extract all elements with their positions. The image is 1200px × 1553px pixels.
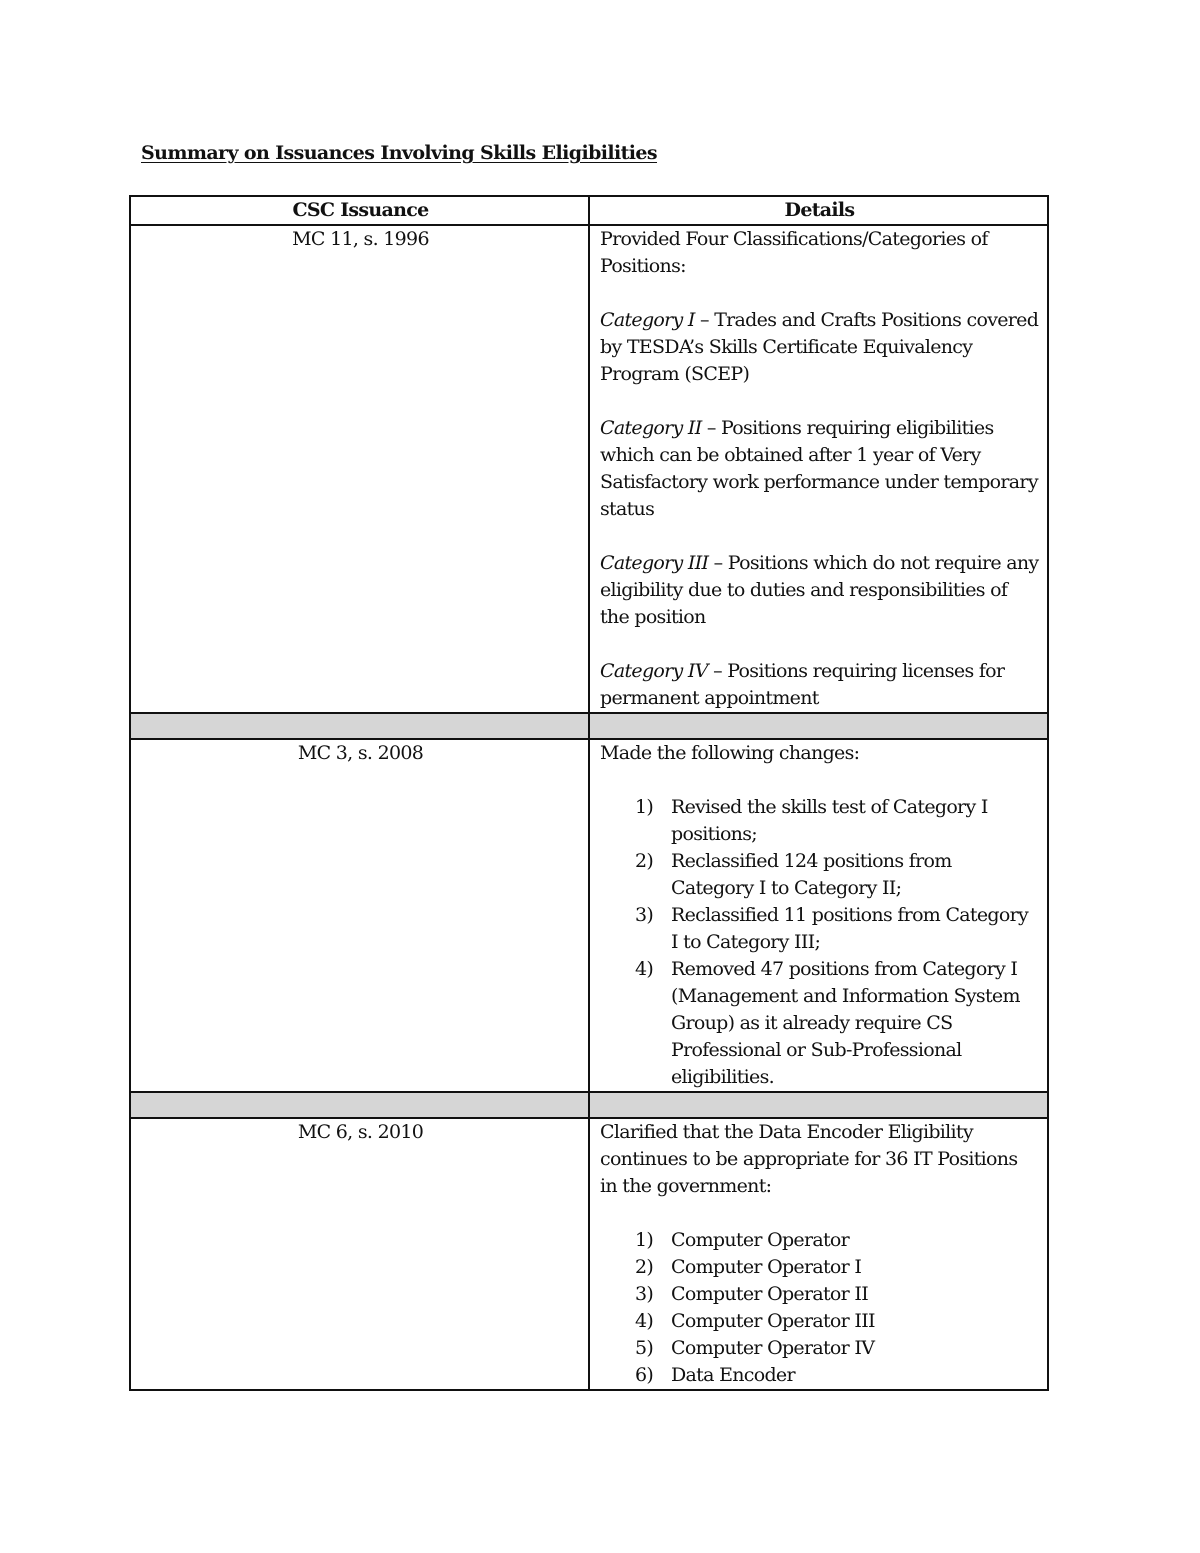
list-item-text: Revised the skills test of Category I positions; bbox=[671, 796, 988, 845]
list-number: 4) bbox=[635, 1310, 654, 1332]
category-label: Category IV bbox=[600, 660, 708, 682]
list-number: 2) bbox=[635, 1256, 654, 1278]
spacer-cell bbox=[589, 1092, 1048, 1118]
table-row bbox=[130, 739, 1048, 1092]
details-cell bbox=[589, 1118, 1048, 1390]
details-cell bbox=[589, 739, 1048, 1092]
details-cell bbox=[589, 225, 1048, 713]
list-item bbox=[600, 1308, 1039, 1335]
list-item-text: Computer Operator IV bbox=[671, 1337, 875, 1359]
category-text: – Positions requiring licenses for permanent appointment bbox=[600, 660, 1005, 709]
list-number: 3) bbox=[635, 904, 654, 926]
issuance-cell: MC 6, s. 2010 bbox=[130, 1118, 589, 1390]
category-text: – Positions which do not require any eligibility due to duties and responsibilities of the position bbox=[600, 552, 1039, 628]
list-item-text: Computer Operator bbox=[671, 1229, 850, 1251]
changes-list bbox=[600, 794, 1039, 1091]
page-title: Summary on Issuances Involving Skills Eligibilities bbox=[141, 142, 658, 164]
list-item bbox=[600, 794, 1039, 848]
list-number: 4) bbox=[635, 958, 654, 980]
spacer-cell bbox=[130, 1092, 589, 1118]
category-label: Category I bbox=[600, 309, 695, 331]
table-row bbox=[130, 1118, 1048, 1390]
list-number: 2) bbox=[635, 850, 654, 872]
category-entry bbox=[600, 307, 1039, 388]
issuance-cell: MC 11, s. 1996 bbox=[130, 225, 589, 713]
list-number: 6) bbox=[635, 1364, 654, 1386]
spacer-row bbox=[130, 1092, 1048, 1118]
details-intro: Provided Four Classifications/Categories of Positions: bbox=[600, 228, 988, 277]
category-text: – Positions requiring eligibilities which can be obtained after 1 year of Very Satisfactory work performance under temporary status bbox=[600, 417, 1038, 520]
list-number: 5) bbox=[635, 1337, 654, 1359]
list-item bbox=[600, 1254, 1039, 1281]
table-header-row bbox=[130, 196, 1048, 225]
list-number: 1) bbox=[635, 796, 654, 818]
list-item-text: Computer Operator III bbox=[671, 1310, 875, 1332]
list-item-text: Removed 47 positions from Category I (Management and Information System Group) as it already require CS Professional or Sub-Professional eligibilities. bbox=[671, 958, 1020, 1088]
table-row bbox=[130, 225, 1048, 713]
details-intro: Clarified that the Data Encoder Eligibility continues to be appropriate for 36 IT Positions in the government: bbox=[600, 1121, 1018, 1197]
category-text: – Trades and Crafts Positions covered by TESDA’s Skills Certificate Equivalency Program (SCEP) bbox=[600, 309, 1039, 385]
category-entry bbox=[600, 415, 1039, 523]
list-item bbox=[600, 1281, 1039, 1308]
header-details: Details bbox=[589, 196, 1048, 225]
list-item-text: Computer Operator I bbox=[671, 1256, 862, 1278]
list-number: 3) bbox=[635, 1283, 654, 1305]
list-item bbox=[600, 1227, 1039, 1254]
header-csc-issuance: CSC Issuance bbox=[130, 196, 589, 225]
category-entry bbox=[600, 550, 1039, 631]
issuance-cell: MC 3, s. 2008 bbox=[130, 739, 589, 1092]
list-item bbox=[600, 848, 1039, 902]
list-item-text: Data Encoder bbox=[671, 1364, 795, 1386]
spacer-cell bbox=[130, 713, 589, 739]
category-label: Category II bbox=[600, 417, 702, 439]
category-entry bbox=[600, 658, 1039, 712]
category-label: Category III bbox=[600, 552, 709, 574]
list-number: 1) bbox=[635, 1229, 654, 1251]
list-item-text: Computer Operator II bbox=[671, 1283, 868, 1305]
list-item bbox=[600, 902, 1039, 956]
details-intro: Made the following changes: bbox=[600, 742, 860, 764]
list-item-text: Reclassified 124 positions from Category I to Category II; bbox=[671, 850, 952, 899]
list-item bbox=[600, 956, 1039, 1091]
list-item bbox=[600, 1335, 1039, 1362]
spacer-cell bbox=[589, 713, 1048, 739]
positions-list bbox=[600, 1227, 1039, 1389]
issuances-table bbox=[129, 195, 1049, 1391]
spacer-row bbox=[130, 713, 1048, 739]
list-item-text: Reclassified 11 positions from Category I to Category III; bbox=[671, 904, 1029, 953]
list-item bbox=[600, 1362, 1039, 1389]
